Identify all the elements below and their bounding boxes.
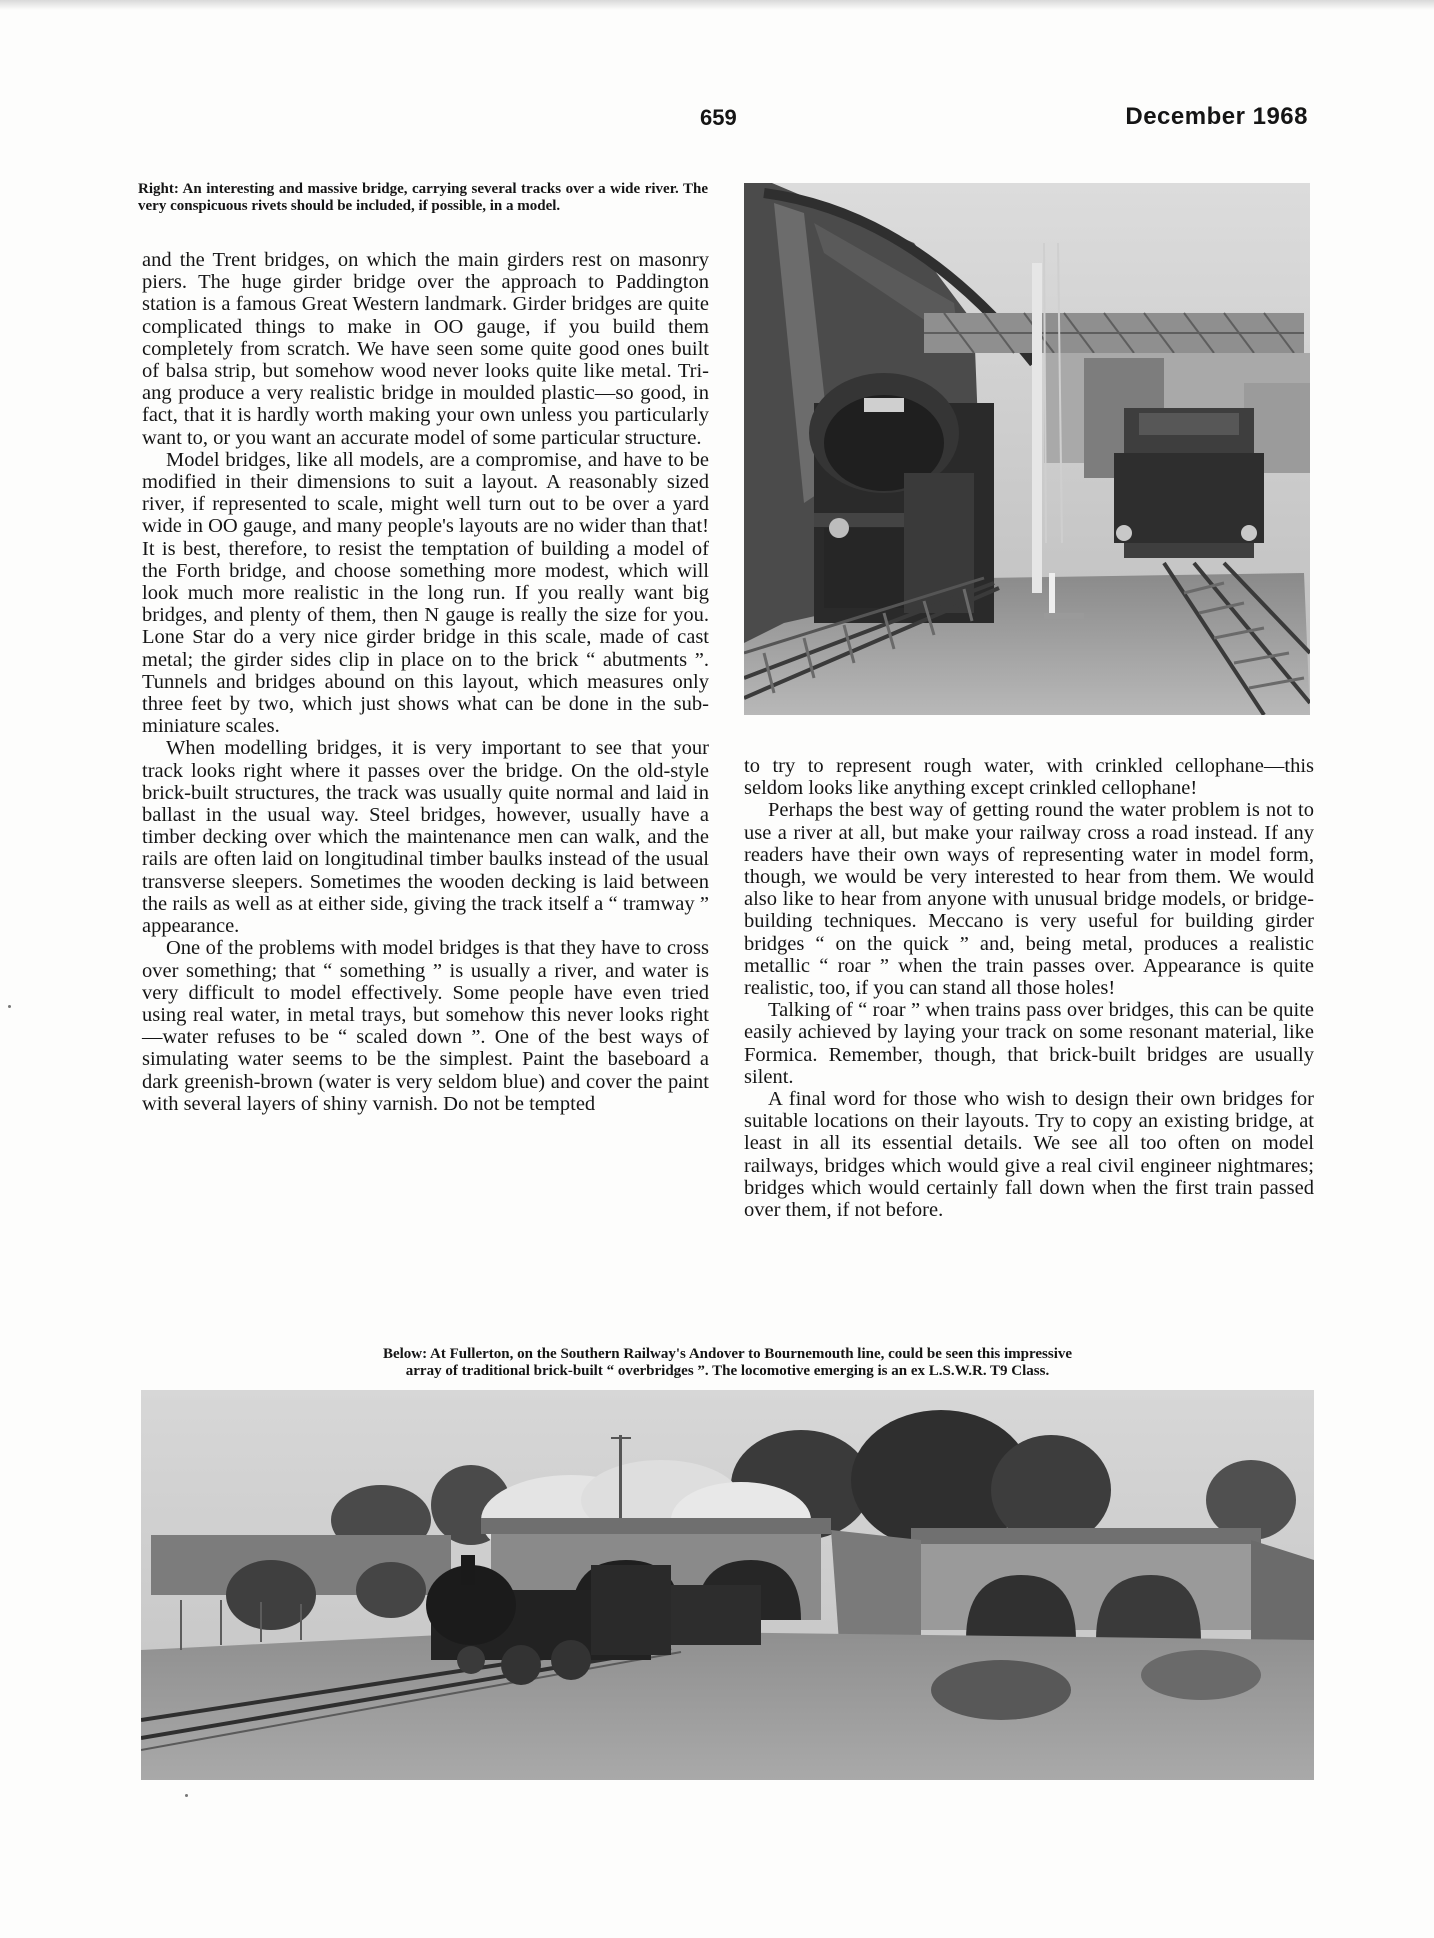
- paragraph: A final word for those who wish to design their own bridges for suitable locations on their layouts. Try to copy an existing bridge, at least in all its essential details. We see all too often on model railways, bridges which would give a real civil engineer nightmares; bridges which would certainly fall down when the first train passed over them, if not before.: [744, 1088, 1314, 1222]
- article-right-column: [744, 755, 1314, 1221]
- paragraph: Perhaps the best way of getting round the water problem is not to use a river at all, but make your railway cross a road instead. If any readers have their own ways of representing water in model form, though, we would be very interested to hear from them. We would also like to hear from anyone with unusual bridge models, or bridge-building techniques. Meccano is very useful for building girder bridges “ on the quick ” and, being metal, produces a realistic metallic “ roar ” when the train passes over. Appearance is quite realistic, too, if you can stand all those holes!: [744, 799, 1314, 1000]
- paragraph: When modelling bridges, it is very important to see that your track looks right where it passes over the bridge. On the old-style brick-built structures, the track was usually quite normal and laid in ballast in the usual way. Steel bridges, however, usually have a timber decking over which the maintenance men can walk, and the rails are often laid on longitudinal timber baulks instead of the usual transverse sleepers. Sometimes the wooden decking is laid between the rails as well as at either side, giving the track itself a “ tramway ” appearance.: [142, 737, 709, 938]
- paragraph: One of the problems with model bridges is that they have to cross over something; that “ something ” is usually a river, and water is very difficult to model effectively. Some people have even tried using real water, in metal trays, but somehow this never looks right—water refuses to be “ scaled down ”. One of the best ways of simulating water seems to be the simplest. Paint the baseboard a dark greenish-brown (water is very seldom blue) and cover the paint with several layers of shiny varnish. Do not be tempted: [142, 937, 709, 1115]
- scan-speck: [185, 1794, 188, 1797]
- caption-line: array of traditional brick-built “ overbridges ”. The locomotive emerging is an ex L.S.W.R. T9 Class.: [405, 1363, 1050, 1379]
- paragraph: Talking of “ roar ” when trains pass over bridges, this can be quite easily achieved by laying your track on some resonant material, like Formica. Remember, though, that brick-built bridges are usually silent.: [744, 999, 1314, 1088]
- girder-bridge-photo: [744, 183, 1310, 715]
- fullerton-photo-caption: [141, 1346, 1314, 1380]
- paragraph: and the Trent bridges, on which the main girders rest on masonry piers. The huge girder bridge over the approach to Paddington station is a famous Great Western landmark. Girder bridges are quite complicated things to make in OO gauge, if you build them completely from scratch. We have seen some quite good ones built of balsa strip, but somehow wood never looks quite like metal. Tri-ang produce a very realistic bridge in moulded plastic—so good, in fact, that it is hardly worth making your own unless you particularly want to, or you want an accurate model of some particular structure.: [142, 249, 709, 449]
- bridge-photo-caption: Right: An interesting and massive bridge, carrying several tracks over a wide river. The very conspicuous rivets should be included, if possible, in a model.: [138, 181, 708, 214]
- issue-date: December 1968: [1125, 103, 1308, 130]
- paragraph: Model bridges, like all models, are a compromise, and have to be modified in their dimensions to suit a layout. A reasonably sized river, if represented to scale, might well turn out to be over a yard wide in OO gauge, and many people's layouts are no wider than that! It is best, therefore, to resist the temptation of building a model of the Forth bridge, and choose something more modest, which will look much more realistic in the long run. If you really want big bridges, and plenty of them, then N gauge is really the size for you. Lone Star do a very nice girder bridge in this scale, made of cast metal; the girder sides clip in place on to the brick “ abutments ”. Tunnels and bridges abound on this layout, which measures only three feet by two, which just shows what can be done in the sub-miniature scales.: [142, 448, 709, 738]
- scan-speck: [8, 1005, 11, 1008]
- page-number: 659: [700, 105, 737, 130]
- fullerton-overbridges-photo: [141, 1390, 1314, 1780]
- article-left-column: [142, 249, 709, 1115]
- paragraph: to try to represent rough water, with crinkled cellophane—this seldom looks like anything except crinkled cellophane!: [744, 755, 1314, 800]
- caption-line: Below: At Fullerton, on the Southern Railway's Andover to Bournemouth line, could be seen this impressive: [382, 1346, 1073, 1362]
- scan-edge: [0, 0, 1434, 10]
